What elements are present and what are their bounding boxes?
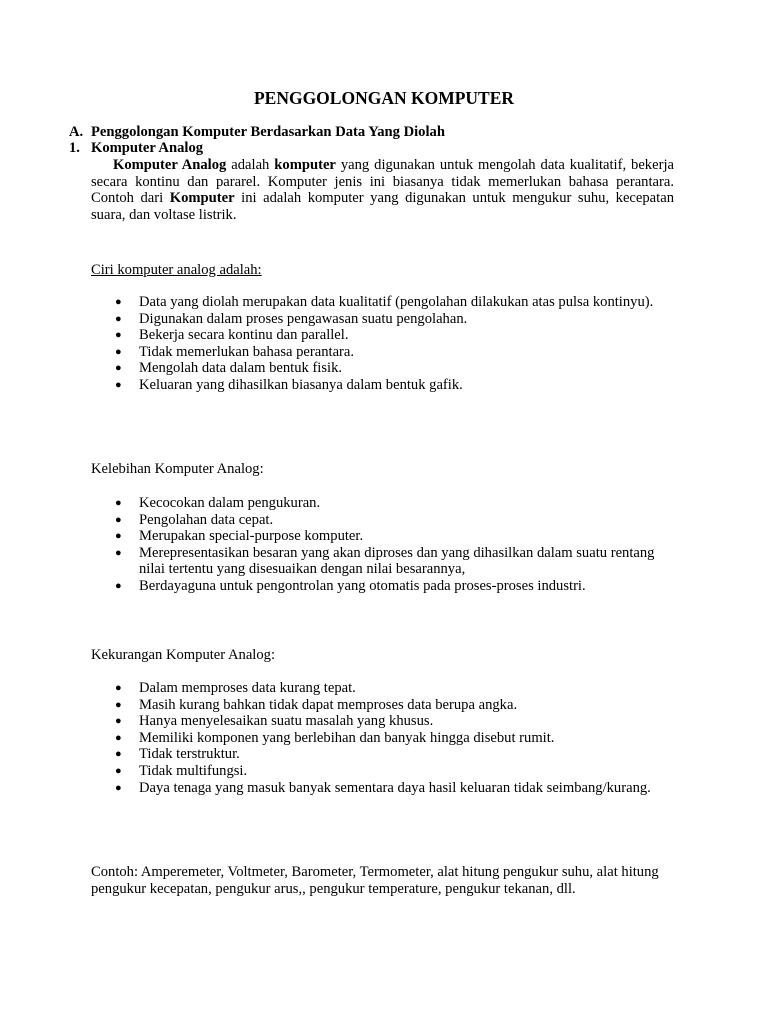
intro-text-3: ini adalah komputer yang digunakan untuk mengukur suhu, kecepatan suara, dan voltase listrik. bbox=[91, 190, 674, 223]
list-item-text: Hanya menyelesaikan suatu masalah yang khusus. bbox=[139, 713, 434, 730]
list-item bbox=[0, 528, 660, 545]
section-a-label: Penggolongan Komputer Berdasarkan Data Yang Diolah bbox=[91, 124, 445, 140]
section-1-label: Komputer Analog bbox=[91, 140, 204, 156]
list-item-text: Tidak terstruktur. bbox=[139, 746, 240, 763]
bullet-icon: ● bbox=[115, 698, 122, 711]
contoh-paragraph: Contoh: Amperemeter, Voltmeter, Barometer, Termometer, alat hitung pengukur suhu, alat hitung pengukur kecepatan, pengukur arus,, pengukur temperature, pengukur tekanan, dll. bbox=[91, 864, 659, 897]
kelebihan-heading: Kelebihan Komputer Analog: bbox=[91, 461, 264, 477]
ciri-heading: Ciri komputer analog adalah: bbox=[91, 262, 262, 278]
list-item-text: Daya tenaga yang masuk banyak sementara daya hasil keluaran tidak seimbang/kurang. bbox=[139, 779, 651, 796]
bullet-icon: ● bbox=[115, 513, 122, 526]
list-item bbox=[0, 377, 660, 394]
list-item-text: Bekerja secara kontinu dan parallel. bbox=[139, 327, 349, 344]
list-item-text: Pengolahan data cepat. bbox=[139, 511, 274, 528]
intro-text-2: yang digunakan untuk mengolah data kualitatif, bekerja secara kontinu dan pararel. Komputer jenis ini biasanya tidak memerlukan bahasa perantara. Contoh dari bbox=[91, 157, 674, 207]
bullet-icon: ● bbox=[115, 748, 122, 761]
list-item bbox=[0, 495, 660, 512]
list-item bbox=[0, 327, 660, 344]
intro-paragraph bbox=[91, 157, 674, 223]
list-item bbox=[0, 680, 660, 697]
document-title: PENGGOLONGAN KOMPUTER bbox=[253, 88, 515, 108]
list-item bbox=[0, 545, 660, 578]
list-item-text: Tidak memerlukan bahasa perantara. bbox=[139, 343, 355, 360]
list-item bbox=[0, 780, 660, 797]
bullet-icon: ● bbox=[115, 312, 122, 325]
list-item-text: Berdayaguna untuk pengontrolan yang otomatis pada proses-proses industri. bbox=[139, 577, 586, 594]
bullet-icon: ● bbox=[115, 579, 122, 592]
bullet-icon: ● bbox=[115, 497, 122, 509]
list-item-text: Mengolah data dalam bentuk fisik. bbox=[139, 360, 343, 377]
list-item bbox=[0, 512, 660, 529]
bullet-icon: ● bbox=[115, 362, 122, 375]
list-item-text: Kecocokan dalam pengukuran. bbox=[139, 495, 321, 511]
kekurangan-list bbox=[0, 680, 660, 796]
bullet-icon: ● bbox=[115, 530, 122, 543]
list-item bbox=[0, 730, 660, 747]
list-item bbox=[0, 578, 660, 595]
list-item bbox=[0, 344, 660, 361]
intro-text-1: adalah bbox=[226, 157, 275, 173]
bullet-icon: ● bbox=[115, 546, 122, 559]
list-item-text: Memiliki komponen yang berlebihan dan banyak hingga disebut rumit. bbox=[139, 729, 555, 746]
list-item bbox=[0, 360, 660, 377]
list-item bbox=[0, 763, 660, 780]
section-a-number: A. bbox=[69, 124, 84, 140]
section-1-number: 1. bbox=[69, 140, 80, 156]
list-item bbox=[0, 746, 660, 763]
ciri-list bbox=[0, 294, 660, 394]
bullet-icon: ● bbox=[115, 781, 122, 794]
bullet-icon: ● bbox=[115, 764, 122, 777]
bullet-icon: ● bbox=[115, 296, 122, 308]
list-item-text: Data yang diolah merupakan data kualitatif (pengolahan dilakukan atas pulsa kontinyu). bbox=[139, 294, 654, 310]
intro-bold-3: Komputer bbox=[169, 190, 235, 207]
list-item-text: Tidak multifungsi. bbox=[139, 762, 248, 779]
kelebihan-list bbox=[0, 495, 660, 595]
list-item-text: Dalam memproses data kurang tepat. bbox=[139, 680, 356, 696]
list-item bbox=[0, 713, 660, 730]
list-item bbox=[0, 294, 660, 311]
kekurangan-heading: Kekurangan Komputer Analog: bbox=[91, 647, 275, 663]
bullet-icon: ● bbox=[115, 682, 122, 694]
list-item-text: Masih kurang bahkan tidak dapat memproses data berupa angka. bbox=[139, 696, 518, 713]
list-item-text: Merepresentasikan besaran yang akan diproses dan yang dihasilkan dalam suatu rentang nilai tertentu yang disesuaikan dengan nilai besarannya, bbox=[139, 544, 655, 578]
list-item-text: Merupakan special-purpose komputer. bbox=[139, 528, 364, 545]
bullet-icon: ● bbox=[115, 378, 122, 391]
bullet-icon: ● bbox=[115, 731, 122, 744]
intro-bold-1: Komputer Analog bbox=[113, 157, 227, 173]
list-item-text: Keluaran yang dihasilkan biasanya dalam bentuk gafik. bbox=[139, 376, 463, 393]
bullet-icon: ● bbox=[115, 715, 122, 728]
bullet-icon: ● bbox=[115, 329, 122, 342]
list-item bbox=[0, 311, 660, 328]
list-item bbox=[0, 697, 660, 714]
list-item-text: Digunakan dalam proses pengawasan suatu pengolahan. bbox=[139, 310, 468, 327]
intro-bold-2: komputer bbox=[274, 157, 336, 173]
bullet-icon: ● bbox=[115, 345, 122, 358]
